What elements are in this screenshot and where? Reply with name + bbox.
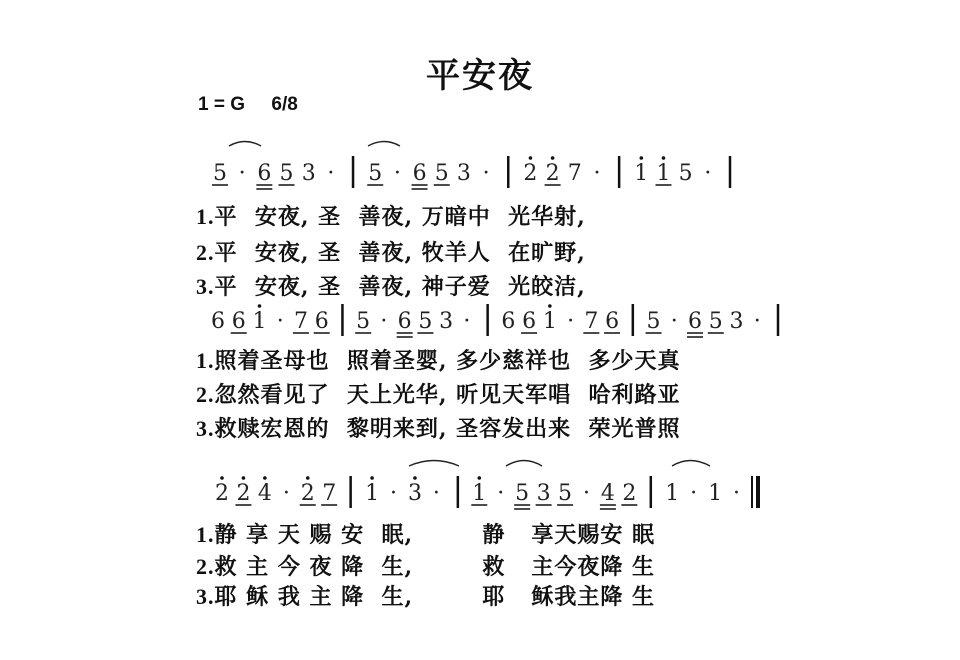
dot-mark: · (463, 309, 471, 334)
note: 2 (523, 161, 538, 186)
note: 6 (211, 309, 225, 334)
dot-mark: · (690, 481, 698, 506)
high-octave-dot (662, 156, 666, 160)
dot-mark: · (582, 481, 590, 506)
lyric-line: 1.平 安夜, 圣 善夜, 万暗中 光华射, (196, 204, 586, 230)
dot-mark: · (670, 309, 678, 334)
notation-row-3 (215, 476, 758, 509)
high-octave-dot (306, 476, 310, 480)
note: 6 (412, 161, 427, 186)
note: 3 (456, 161, 471, 186)
note: 5 (434, 161, 449, 186)
note: 1 (708, 481, 723, 506)
note: 2 (236, 481, 251, 506)
note: 3 (407, 481, 422, 506)
note: 6 (688, 309, 703, 334)
high-octave-dot (258, 304, 262, 308)
slur (672, 461, 710, 467)
notation-row-1 (212, 156, 730, 189)
note: 7 (322, 481, 337, 506)
slur (409, 461, 459, 467)
slur (368, 142, 400, 147)
note: 5 (418, 309, 433, 334)
high-octave-dot (242, 476, 246, 480)
high-octave-dot (548, 304, 552, 308)
dot-mark: · (238, 161, 246, 186)
note: 6 (397, 309, 412, 334)
lyric-line: 2.忽然看见了 天上光华, 听见天军唱 哈利路亚 (196, 382, 681, 408)
note: 6 (501, 309, 516, 334)
note: 3 (301, 161, 316, 186)
lyric-line: 1.静 享 天 赐 安 眠, 静 享天赐安 眠 (196, 522, 656, 548)
note: 5 (213, 161, 227, 186)
dot-mark: · (380, 309, 388, 334)
note: 6 (522, 309, 537, 334)
note: 5 (279, 161, 294, 186)
note: 1 (542, 309, 557, 334)
high-octave-dot (551, 156, 555, 160)
note: 5 (678, 161, 693, 186)
key-label: 1 = G (198, 94, 245, 115)
dot-mark: · (733, 481, 741, 506)
dot-mark: · (704, 161, 712, 186)
note: 5 (368, 161, 383, 186)
note: 2 (545, 161, 560, 186)
high-octave-dot (263, 476, 267, 480)
note: 2 (622, 481, 637, 506)
notation-row-2 (211, 304, 778, 337)
note: 4 (600, 481, 615, 506)
slur (506, 461, 542, 467)
dot-mark: · (327, 161, 335, 186)
note: 3 (536, 481, 551, 506)
dot-mark: · (753, 309, 761, 334)
lyric-line: 1.照着圣母也 照着圣婴, 多少慈祥也 多少天真 (196, 348, 681, 374)
note: 7 (293, 309, 308, 334)
lyric-line: 3.救赎宏恩的 黎明来到, 圣容发出来 荣光普照 (196, 416, 681, 442)
lyric-line: 3.平 安夜, 圣 善夜, 神子爱 光皎洁, (196, 274, 586, 300)
high-octave-dot (529, 156, 533, 160)
note: 3 (439, 309, 454, 334)
lyric-line: 2.救 主 今 夜 降 生, 救 主今夜降 生 (196, 554, 656, 580)
high-octave-dot (640, 156, 644, 160)
dot-mark: · (593, 161, 601, 186)
note: 2 (215, 481, 229, 506)
high-octave-dot (413, 476, 417, 480)
note: 1 (656, 161, 671, 186)
note: 5 (515, 481, 530, 506)
note: 5 (356, 309, 371, 334)
note: 4 (257, 481, 272, 506)
note: 5 (558, 481, 573, 506)
dot-mark: · (282, 481, 290, 506)
note: 2 (300, 481, 315, 506)
song-title: 平安夜 (426, 56, 534, 96)
dot-mark: · (393, 161, 401, 186)
note: 1 (365, 481, 380, 506)
dot-mark: · (497, 481, 505, 506)
dot-mark: · (567, 309, 575, 334)
note: 1 (665, 481, 680, 506)
slur (229, 142, 261, 147)
note: 1 (252, 309, 267, 334)
dot-mark: · (432, 481, 440, 506)
note: 6 (605, 309, 620, 334)
note: 5 (708, 309, 723, 334)
note: 6 (231, 309, 246, 334)
dot-mark: · (482, 161, 490, 186)
high-octave-dot (477, 476, 481, 480)
note: 1 (472, 481, 487, 506)
note: 6 (257, 161, 272, 186)
dot-mark: · (390, 481, 398, 506)
time-signature: 6/8 (271, 94, 298, 115)
note: 3 (729, 309, 744, 334)
note: 7 (567, 161, 582, 186)
high-octave-dot (220, 476, 224, 480)
dot-mark: · (276, 309, 284, 334)
note: 1 (634, 161, 649, 186)
note: 7 (584, 309, 599, 334)
lyric-line: 3.耶 稣 我 主 降 生, 耶 稣我主降 生 (196, 584, 656, 610)
lyric-line: 2.平 安夜, 圣 善夜, 牧羊人 在旷野, (196, 240, 586, 266)
high-octave-dot (370, 476, 374, 480)
note: 6 (314, 309, 329, 334)
note: 5 (646, 309, 661, 334)
